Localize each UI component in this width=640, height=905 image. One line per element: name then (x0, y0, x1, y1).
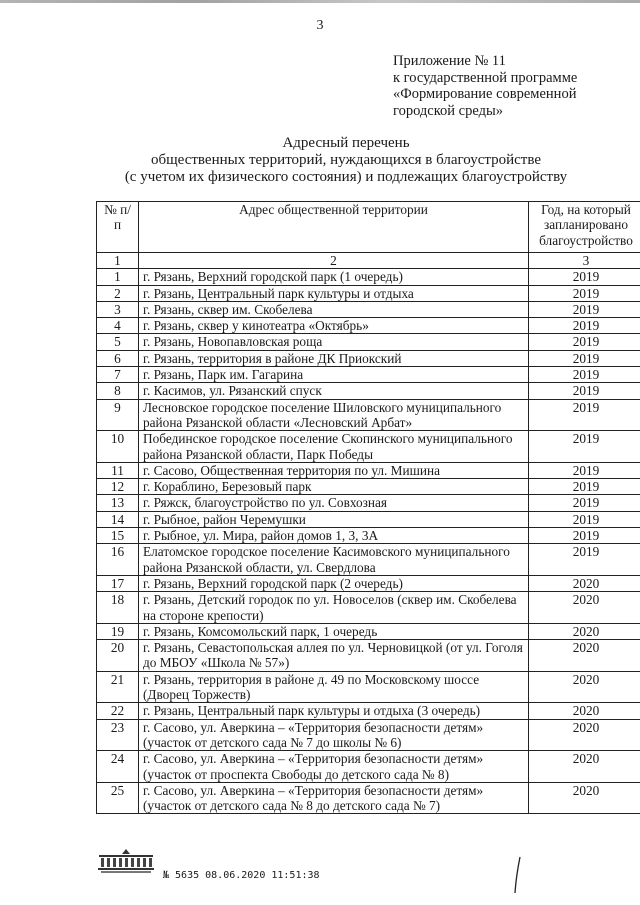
table-row (97, 479, 640, 495)
table-row (97, 719, 640, 751)
row-number: 11 (97, 462, 139, 478)
row-year: 2020 (529, 640, 640, 672)
row-address: г. Рязань, сквер у кинотеатра «Октябрь» (139, 318, 529, 334)
row-number: 19 (97, 623, 139, 639)
header-num: № п/п (97, 202, 139, 253)
registration-stamp: № 5635 08.06.2020 11:51:38 (163, 870, 320, 881)
row-address: Побединское городское поселение Скопинского муниципального района Рязанской области, Парк Победы (139, 431, 529, 463)
table-row (97, 640, 640, 672)
table-row (97, 544, 640, 576)
row-number: 7 (97, 367, 139, 383)
row-number: 23 (97, 719, 139, 751)
row-year: 2020 (529, 782, 640, 814)
row-year: 2019 (529, 334, 640, 350)
row-year: 2019 (529, 269, 640, 285)
table-row (97, 592, 640, 624)
row-year: 2019 (529, 301, 640, 317)
row-number: 15 (97, 528, 139, 544)
table-row (97, 511, 640, 527)
row-address: Елатомское городское поселение Касимовского муниципального района Рязанской области, ул. Свердлова (139, 544, 529, 576)
row-number: 3 (97, 301, 139, 317)
row-address: г. Рязань, Парк им. Гагарина (139, 367, 529, 383)
row-number: 6 (97, 350, 139, 366)
row-year: 2020 (529, 671, 640, 703)
table-row (97, 528, 640, 544)
row-address: г. Рязань, Комсомольский парк, 1 очередь (139, 623, 529, 639)
table-row (97, 383, 640, 399)
row-year: 2019 (529, 350, 640, 366)
row-address: г. Рязань, Детский городок по ул. Новоселов (сквер им. Скобелева на стороне крепости) (139, 592, 529, 624)
row-address: г. Рязань, Новопавловская роща (139, 334, 529, 350)
appendix-block (393, 53, 628, 119)
row-address: г. Сасово, Общественная территория по ул. Мишина (139, 462, 529, 478)
table-row (97, 575, 640, 591)
row-number: 17 (97, 575, 139, 591)
table-row (97, 782, 640, 814)
row-number: 22 (97, 703, 139, 719)
heading-subtitle: общественных территорий, нуждающихся в благоустройстве (151, 152, 541, 168)
table-row (97, 269, 640, 285)
row-address: г. Сасово, ул. Аверкина – «Территория безопасности детям» (участок от проспекта Свободы до детского сада № 8) (139, 751, 529, 783)
table-row (97, 495, 640, 511)
table-row (97, 350, 640, 366)
footer (95, 847, 495, 887)
appendix-line: к государственной программе (393, 69, 578, 86)
table-row (97, 623, 640, 639)
row-year: 2020 (529, 703, 640, 719)
header-row (97, 202, 640, 253)
table-row (97, 318, 640, 334)
row-number: 10 (97, 431, 139, 463)
row-address: г. Кораблино, Березовый парк (139, 479, 529, 495)
column-index: 3 (529, 253, 640, 269)
row-number: 12 (97, 479, 139, 495)
row-address: г. Рыбное, ул. Мира, район домов 1, 3, 3А (139, 528, 529, 544)
row-number: 5 (97, 334, 139, 350)
row-address: г. Рязань, территория в районе д. 49 по Московскому шоссе (Дворец Торжеств) (139, 671, 529, 703)
row-number: 21 (97, 671, 139, 703)
page-number: 3 (316, 18, 324, 33)
scan-edge (0, 0, 640, 3)
row-year: 2020 (529, 751, 640, 783)
row-year: 2020 (529, 719, 640, 751)
row-year: 2019 (529, 285, 640, 301)
row-year: 2020 (529, 592, 640, 624)
table-row (97, 367, 640, 383)
table-row (97, 334, 640, 350)
appendix-line: «Формирование современной (393, 86, 577, 102)
appendix-line: городской среды» (393, 102, 503, 119)
row-address: г. Рязань, сквер им. Скобелева (139, 301, 529, 317)
row-year: 2019 (529, 318, 640, 334)
row-address: г. Сасово, ул. Аверкина – «Территория безопасности детям» (участок от детского сада № 7 до школы № 6) (139, 719, 529, 751)
row-address: г. Рыбное, район Черемушки (139, 511, 529, 527)
row-year: 2019 (529, 528, 640, 544)
row-year: 2019 (529, 367, 640, 383)
table-row (97, 301, 640, 317)
row-year: 2019 (529, 511, 640, 527)
heading-subtitle: (с учетом их физического состояния) и подлежащих благоустройству (124, 169, 568, 185)
document-heading (96, 135, 596, 186)
row-address: г. Рязань, Верхний городской парк (1 очередь) (139, 269, 529, 285)
row-number: 13 (97, 495, 139, 511)
row-number: 14 (97, 511, 139, 527)
row-number: 9 (97, 399, 139, 431)
row-year: 2019 (529, 399, 640, 431)
table-row (97, 671, 640, 703)
row-year: 2019 (529, 431, 640, 463)
signature-mark-icon (500, 855, 530, 895)
column-index: 2 (139, 253, 529, 269)
row-address: г. Рязань, Севастопольская аллея по ул. Черновицкой (от ул. Гоголя до МБОУ «Школа № 57») (139, 640, 529, 672)
row-address: г. Сасово, ул. Аверкина – «Территория безопасности детям» (участок от детского сада № 8 до детского сада № 7) (139, 782, 529, 814)
row-number: 2 (97, 285, 139, 301)
building-emblem-icon (95, 847, 157, 875)
appendix-line: Приложение № 11 (393, 53, 506, 69)
row-number: 24 (97, 751, 139, 783)
row-year: 2020 (529, 575, 640, 591)
row-year: 2019 (529, 544, 640, 576)
table-row (97, 462, 640, 478)
table-row (97, 285, 640, 301)
row-year: 2019 (529, 479, 640, 495)
row-number: 20 (97, 640, 139, 672)
row-address: г. Ряжск, благоустройство по ул. Совхозная (139, 495, 529, 511)
table-row (97, 399, 640, 431)
row-number: 4 (97, 318, 139, 334)
table-row (97, 751, 640, 783)
row-number: 16 (97, 544, 139, 576)
row-year: 2019 (529, 495, 640, 511)
column-index: 1 (97, 253, 139, 269)
header-year: Год, на который запланировано благоустройство (529, 202, 640, 253)
heading-title: Адресный перечень (282, 135, 410, 151)
row-address: г. Рязань, Верхний городской парк (2 очередь) (139, 575, 529, 591)
table-row (97, 703, 640, 719)
row-year: 2020 (529, 623, 640, 639)
row-year: 2019 (529, 462, 640, 478)
header-address: Адрес общественной территории (139, 202, 529, 253)
row-address: Лесновское городское поселение Шиловского муниципального района Рязанской области «Лесновский Арбат» (139, 399, 529, 431)
row-number: 25 (97, 782, 139, 814)
row-address: г. Касимов, ул. Рязанский спуск (139, 383, 529, 399)
row-address: г. Рязань, Центральный парк культуры и отдыха (3 очередь) (139, 703, 529, 719)
table-row (97, 431, 640, 463)
row-number: 1 (97, 269, 139, 285)
row-address: г. Рязань, территория в районе ДК Приокский (139, 350, 529, 366)
address-table (96, 201, 640, 814)
row-number: 8 (97, 383, 139, 399)
row-address: г. Рязань, Центральный парк культуры и отдыха (139, 285, 529, 301)
column-index-row (97, 253, 640, 269)
row-year: 2019 (529, 383, 640, 399)
row-number: 18 (97, 592, 139, 624)
